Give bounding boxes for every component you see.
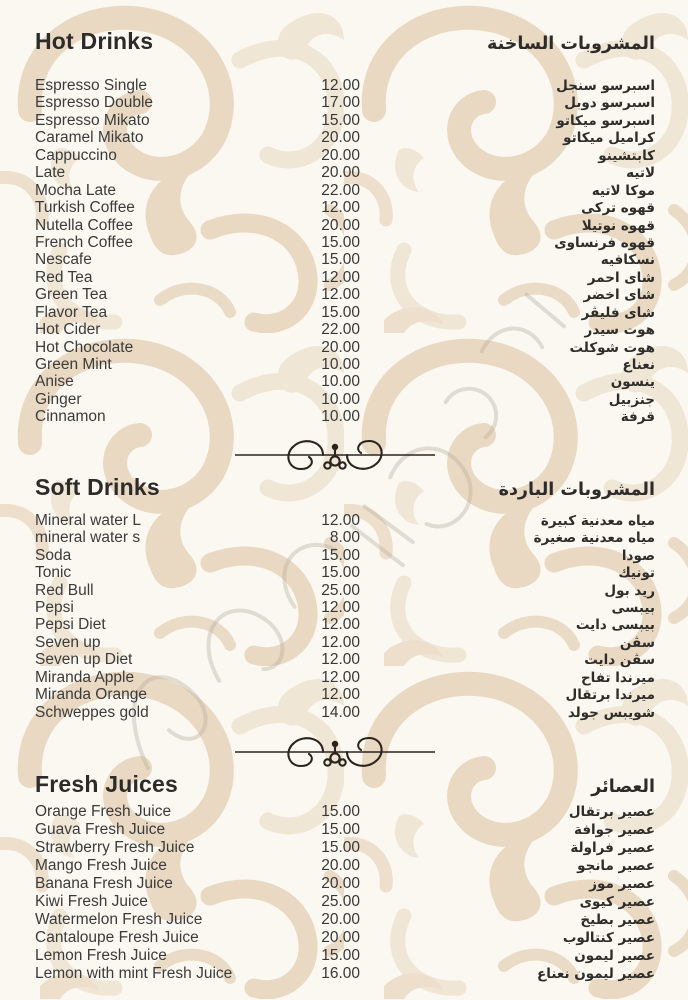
item-name-ar: شويبس جولد <box>567 704 655 721</box>
menu-item-row <box>35 199 655 216</box>
item-name-ar: شاى فليڤر <box>581 304 655 321</box>
section-fresh-juices <box>35 771 655 983</box>
item-name-en: Late <box>35 164 66 182</box>
item-name-en: Mineral water L <box>35 511 141 529</box>
item-name-en: Pepsi Diet <box>35 616 106 634</box>
item-name-en: Hot Cider <box>35 321 101 339</box>
item-name-en: Nescafe <box>35 251 92 269</box>
item-price: 12.00 <box>321 268 360 286</box>
item-name-en: Miranda Orange <box>35 686 148 704</box>
menu-item-row <box>35 269 655 286</box>
item-name-ar: بيبسى <box>611 599 655 616</box>
item-price: 15.00 <box>321 111 360 129</box>
menu-item-row <box>35 529 655 546</box>
item-name-en: Soda <box>35 546 72 564</box>
item-name-en: French Coffee <box>35 233 133 251</box>
item-price: 12.00 <box>321 199 360 217</box>
item-name-en: Guava Fresh Juice <box>35 821 166 838</box>
item-name-en: Hot Chocolate <box>35 338 134 356</box>
item-price: 12.00 <box>321 77 360 94</box>
item-price: 10.00 <box>321 373 360 391</box>
menu-item-row <box>35 356 655 373</box>
item-name-ar: ميرندا تفاح <box>580 669 655 686</box>
item-name-ar: اسبرسو سنجل <box>556 78 655 94</box>
item-name-en: Green Tea <box>35 286 108 304</box>
menu-item-row <box>35 704 655 721</box>
menu-item-row <box>35 564 655 581</box>
item-name-en: Espresso Mikato <box>35 111 150 129</box>
menu-item-row <box>35 391 655 408</box>
item-name-en: Cappuccino <box>35 146 117 164</box>
item-name-ar: شاى احمر <box>587 269 655 286</box>
item-name-ar: قهوه فرنساوى <box>554 234 655 251</box>
menu-item-row <box>35 965 655 983</box>
section-title-en: Fresh Juices <box>35 771 179 797</box>
menu-item-row <box>35 408 655 425</box>
item-name-en: Cinnamon <box>35 408 106 426</box>
item-price: 15.00 <box>321 546 360 564</box>
item-name-en: mineral water s <box>35 529 141 547</box>
item-name-ar: عصير بطيخ <box>580 912 655 928</box>
item-price: 12.00 <box>321 598 360 616</box>
item-price: 25.00 <box>321 893 360 910</box>
item-name-ar: مياه معدنية كبيرة <box>540 512 655 529</box>
menu-item-row <box>35 547 655 564</box>
menu-item-row <box>35 234 655 251</box>
item-price: 12.00 <box>321 668 360 686</box>
item-price: 14.00 <box>321 703 360 721</box>
item-price: 15.00 <box>321 233 360 251</box>
menu-item-row <box>35 77 655 94</box>
item-price: 15.00 <box>321 947 360 964</box>
menu-item-row <box>35 893 655 911</box>
item-price: 12.00 <box>321 633 360 651</box>
menu-item-row <box>35 373 655 390</box>
menu-item-row <box>35 875 655 893</box>
item-name-ar: هوت سيدر <box>584 322 655 339</box>
item-name-en: Espresso Double <box>35 94 154 112</box>
item-list <box>35 803 655 983</box>
item-name-ar: عصير كيوى <box>579 894 655 910</box>
item-name-ar: مياه معدنية صغيرة <box>533 530 655 547</box>
item-price: 15.00 <box>321 803 360 820</box>
item-name-ar: صودا <box>621 547 655 564</box>
item-name-en: Mocha Late <box>35 181 116 199</box>
item-name-en: Lemon with mint Fresh Juice <box>35 965 233 982</box>
menu-item-row <box>35 251 655 268</box>
flourish-divider-icon <box>235 438 435 472</box>
item-name-ar: بيبسى دايت <box>575 617 655 634</box>
menu-item-row <box>35 286 655 303</box>
menu-item-row <box>35 164 655 181</box>
menu-item-row <box>35 947 655 965</box>
menu-item-row <box>35 911 655 929</box>
menu-item-row <box>35 321 655 338</box>
item-name-en: Lemon Fresh Juice <box>35 947 167 964</box>
menu-item-row <box>35 217 655 234</box>
item-name-en: Flavor Tea <box>35 303 108 321</box>
item-name-en: Ginger <box>35 390 82 408</box>
item-name-en: Orange Fresh Juice <box>35 803 172 820</box>
menu-item-row <box>35 599 655 616</box>
section-title-en: Hot Drinks <box>35 28 154 54</box>
item-price: 20.00 <box>321 857 360 874</box>
item-name-ar: عصير ليمون نعناع <box>537 966 655 982</box>
item-name-ar: موكا لاتيه <box>591 182 655 199</box>
item-price: 20.00 <box>321 146 360 164</box>
item-name-ar: سڤن <box>619 634 655 651</box>
item-name-ar: شاى اخضر <box>583 287 655 304</box>
item-price: 20.00 <box>321 164 360 182</box>
item-name-ar: ينسون <box>610 374 655 391</box>
item-price: 10.00 <box>321 408 360 426</box>
item-price: 12.00 <box>321 286 360 304</box>
item-name-en: Red Bull <box>35 581 94 599</box>
section-title-ar: المشروبات الساخنة <box>486 34 655 54</box>
menu-item-row <box>35 839 655 857</box>
item-price: 15.00 <box>321 303 360 321</box>
menu-item-row <box>35 339 655 356</box>
item-name-en: Cantaloupe Fresh Juice <box>35 929 199 946</box>
menu-item-row <box>35 112 655 129</box>
item-name-en: Seven up Diet <box>35 651 133 669</box>
item-price: 22.00 <box>321 181 360 199</box>
menu-item-row <box>35 182 655 199</box>
item-name-ar: عصير كنتالوب <box>562 930 655 946</box>
menu-item-row <box>35 582 655 599</box>
item-name-en: Turkish Coffee <box>35 199 135 217</box>
item-name-ar: سڤن دايت <box>584 652 655 669</box>
item-name-ar: نعناع <box>622 357 655 373</box>
section-title-ar: المشروبات الباردة <box>498 479 655 500</box>
item-price: 16.00 <box>321 965 360 982</box>
item-name-en: Nutella Coffee <box>35 216 133 234</box>
item-name-ar: قرفة <box>620 409 655 426</box>
item-price: 12.00 <box>321 511 360 529</box>
item-name-en: Espresso Single <box>35 77 148 94</box>
item-name-en: Kiwi Fresh Juice <box>35 893 148 910</box>
item-name-ar: هوت شوكلت <box>569 339 655 356</box>
item-name-ar: لاتيه <box>626 165 655 182</box>
item-name-ar: عصير فراولة <box>570 840 655 856</box>
menu-item-row <box>35 94 655 111</box>
menu-item-row <box>35 669 655 686</box>
item-price: 15.00 <box>321 839 360 856</box>
section-title-ar: العصائر <box>591 777 655 797</box>
item-name-ar: جنزبيل <box>608 391 655 408</box>
item-name-ar: اسبرسو دوبل <box>564 95 655 112</box>
item-price: 20.00 <box>321 216 360 234</box>
item-price: 12.00 <box>321 651 360 669</box>
menu-item-row <box>35 512 655 529</box>
menu-item-row <box>35 821 655 839</box>
item-name-ar: عصير مانجو <box>577 858 655 874</box>
item-list <box>35 512 655 721</box>
item-price: 25.00 <box>321 581 360 599</box>
item-price: 20.00 <box>321 129 360 147</box>
section-title-en: Soft Drinks <box>35 473 160 500</box>
item-name-ar: تونيك <box>618 565 655 582</box>
item-price: 20.00 <box>321 911 360 928</box>
item-name-en: Tonic <box>35 564 72 582</box>
menu-item-row <box>35 857 655 875</box>
section-header <box>35 28 655 56</box>
item-name-ar: نسكافيه <box>600 252 655 269</box>
menu-item-row <box>35 129 655 146</box>
item-name-en: Pepsi <box>35 598 74 616</box>
menu-item-row <box>35 686 655 703</box>
item-name-en: Mango Fresh Juice <box>35 857 167 874</box>
item-name-ar: قهوه نوتيلا <box>581 217 655 234</box>
item-name-en: Schweppes gold <box>35 703 149 721</box>
menu-item-row <box>35 929 655 947</box>
item-name-ar: ريد بول <box>604 582 655 599</box>
flourish-divider-icon <box>235 735 435 769</box>
menu-item-row <box>35 803 655 821</box>
item-price: 8.00 <box>329 529 360 547</box>
section-header <box>35 771 655 799</box>
section-header <box>35 474 655 502</box>
item-price: 15.00 <box>321 564 360 582</box>
menu-item-row <box>35 304 655 321</box>
menu-item-row <box>35 634 655 651</box>
menu-item-row <box>35 147 655 164</box>
section-soft-drinks <box>35 474 655 721</box>
item-price: 20.00 <box>321 875 360 892</box>
item-name-en: Miranda Apple <box>35 668 135 686</box>
item-name-ar: عصير ليمون <box>574 948 655 964</box>
item-name-ar: كابتشينو <box>598 147 655 164</box>
item-price: 15.00 <box>321 251 360 269</box>
item-price: 22.00 <box>321 321 360 339</box>
item-name-ar: ميرندا برتقال <box>565 687 655 704</box>
item-name-en: Caramel Mikato <box>35 129 144 147</box>
item-price: 20.00 <box>321 338 360 356</box>
item-price: 12.00 <box>321 616 360 634</box>
menu-item-row <box>35 651 655 668</box>
item-name-en: Anise <box>35 373 74 391</box>
menu-item-row <box>35 616 655 633</box>
item-list <box>35 77 655 426</box>
item-name-en: Watermelon Fresh Juice <box>35 911 203 928</box>
item-price: 12.00 <box>321 686 360 704</box>
item-price: 20.00 <box>321 929 360 946</box>
item-name-en: Banana Fresh Juice <box>35 875 173 892</box>
item-name-en: Seven up <box>35 633 101 651</box>
item-name-ar: عصير جوافة <box>574 822 655 838</box>
item-name-en: Green Mint <box>35 356 112 373</box>
item-name-ar: عصير موز <box>589 876 655 892</box>
item-price: 15.00 <box>321 821 360 838</box>
item-price: 10.00 <box>321 390 360 408</box>
item-name-ar: عصير برتقال <box>568 804 655 820</box>
item-price: 17.00 <box>321 94 360 112</box>
item-name-en: Red Tea <box>35 268 93 286</box>
item-name-ar: اسبرسو ميكاتو <box>556 112 655 129</box>
item-name-ar: قهوه تركى <box>581 200 655 217</box>
item-name-en: Strawberry Fresh Juice <box>35 839 195 856</box>
item-name-ar: كراميل ميكاتو <box>563 130 655 147</box>
item-price: 10.00 <box>321 356 360 373</box>
section-hot-drinks <box>35 28 655 426</box>
